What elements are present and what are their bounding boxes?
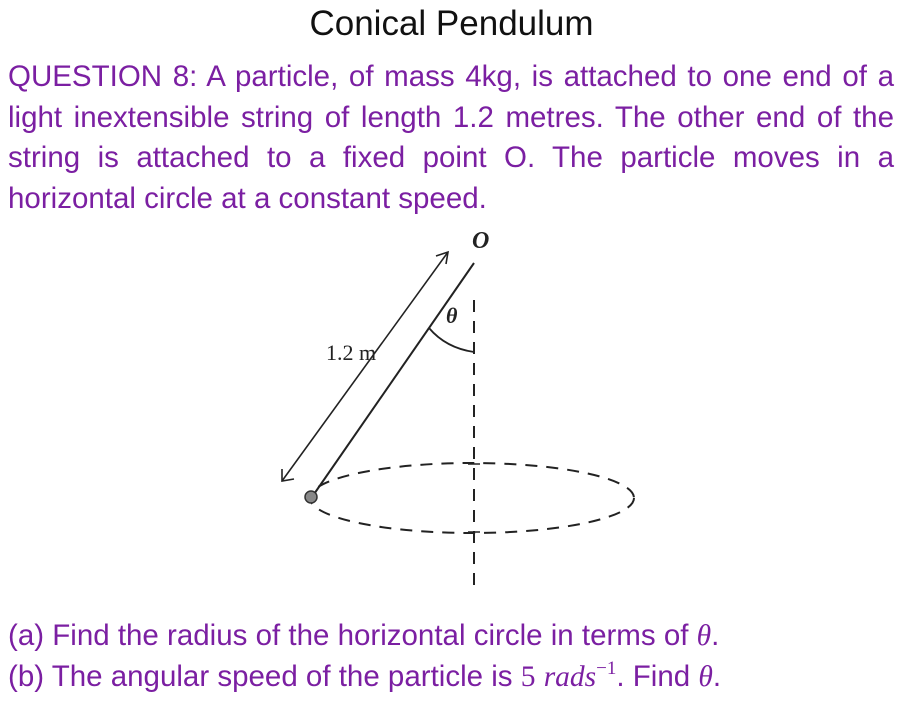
question-parts [8,616,898,697]
page-title: Conical Pendulum [309,4,594,43]
part-b-end: . [712,659,722,693]
part-b-value: 5 [520,660,536,693]
part-b-exponent: −1 [596,657,617,679]
string [312,263,474,497]
particle [305,491,317,503]
part-b-mid: . Find [616,659,699,693]
angle-arc [429,328,474,352]
part-b-text: (b) The angular speed of the particle is [8,659,521,693]
part-a-text: (a) Find the radius of the horizontal circle in terms of [8,619,697,652]
part-b [8,657,898,698]
part-a [8,616,898,657]
length-label: 1.2 m [326,340,377,365]
point-o-label: O [472,228,490,254]
horizontal-circle [310,463,634,533]
part-b-theta: θ [698,660,713,693]
question-text: QUESTION 8: A particle, of mass 4kg, is attached to one end of a light inextensible string of length 1.2 metres. The other end of the string is attached to a fixed point O. The particle moves in a horizontal circle at a constant speed. [8,60,894,215]
part-a-theta: θ [696,620,712,652]
angle-theta-label: θ [446,303,458,328]
part-a-end: . [711,619,720,652]
length-dimension-arrow [282,252,448,481]
part-b-unit: rads [543,660,597,693]
